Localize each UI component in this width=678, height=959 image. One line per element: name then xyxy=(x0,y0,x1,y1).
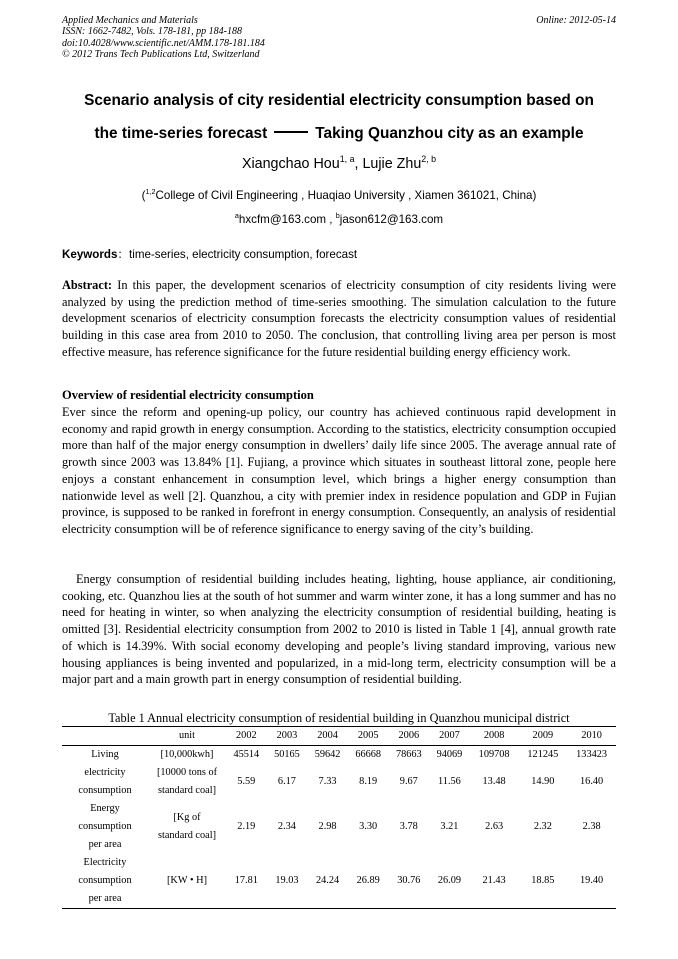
unit-line: standard coal] xyxy=(157,830,217,841)
email-b-sup: b xyxy=(335,211,340,221)
year-cell: 2004 xyxy=(307,727,348,746)
abstract-paragraph xyxy=(62,277,616,361)
abstract-label: Abstract: xyxy=(62,278,113,292)
title-part-a: the time-series forecast xyxy=(94,125,268,142)
value-cell: 17.81 xyxy=(234,875,258,886)
consumption-table xyxy=(62,726,616,909)
keywords-separator: ： xyxy=(117,248,130,261)
year-cell: 2007 xyxy=(429,727,470,746)
unit-line: [Kg of xyxy=(173,812,201,823)
label-line: consumption xyxy=(78,785,132,796)
label-line: Electricity xyxy=(83,857,127,868)
label-line: per area xyxy=(88,893,122,904)
row-label-electricity xyxy=(62,854,148,909)
author-1-name: Xiangchao Hou xyxy=(241,156,340,172)
label-line: electricity xyxy=(84,767,126,778)
value-cell: 9.67 xyxy=(399,776,418,787)
affiliation-sup: 1,2 xyxy=(145,187,156,197)
table-row-electricity-per-area xyxy=(62,854,616,909)
year-cell: 2008 xyxy=(470,727,519,746)
label-line: Living xyxy=(91,749,119,760)
value-cell: 2.32 xyxy=(533,821,552,832)
value-cell: 6.17 xyxy=(277,776,296,787)
body-paragraph-1: Ever since the reform and opening-up policy, our country has achieved continuous rapid development in economy and rapid growth in energy consumption. According to the statistics, electricity consumption occupied more than half of the major energy consumption in dwellers’ daily life since 2005. The average annual rate of growth since 2003 was 13.84% [1]. Fujiang, a province which situates in southeast littoral zone, people here enjoys a constant enhancement in consumption level, which brings a higher energy consumption than nationwide level as well [2]. Quanzhou, a city with premier index in residence population and GDP in Fujian province, is supposed to be ranked in forefront in energy consumption. Consequently, an analysis of residential electricity consumption will be of reference significance to energy saving of the city’s building. xyxy=(62,405,616,536)
keywords-line xyxy=(62,246,357,262)
value-cell: 78663 xyxy=(395,749,422,760)
paper-title-line-2 xyxy=(62,125,616,143)
value-cell: 94069 xyxy=(436,749,463,760)
value-cell: 2.34 xyxy=(277,821,296,832)
affiliation-open-paren: ( xyxy=(141,189,146,202)
unit-cell xyxy=(148,800,226,854)
value-cell: 5.59 xyxy=(237,776,256,787)
value-cell: 3.30 xyxy=(359,821,378,832)
unit-cell xyxy=(148,764,226,800)
table-header-row xyxy=(62,727,616,746)
label-line: Energy xyxy=(90,803,120,814)
email-b[interactable]: jason612@163.com xyxy=(339,213,444,226)
value-cell: 121245 xyxy=(527,749,559,760)
value-cell: 109708 xyxy=(478,749,510,760)
year-cell: 2009 xyxy=(518,727,567,746)
unit-cell: [10,000kwh] xyxy=(160,749,214,760)
email-line xyxy=(62,213,616,226)
row-label-energy xyxy=(62,800,148,854)
table-row-living-kwh xyxy=(62,746,616,765)
doi-line[interactable]: doi:10.4028/www.scientific.net/AMM.178-181.184 xyxy=(62,37,265,49)
year-cell: 2010 xyxy=(567,727,616,746)
value-cell: 16.40 xyxy=(580,776,604,787)
value-cell: 2.63 xyxy=(485,821,504,832)
author-line xyxy=(62,156,616,172)
value-cell: 66668 xyxy=(355,749,382,760)
affiliation-text: College of Civil Engineering , Huaqiao University , Xiamen 361021, China) xyxy=(155,189,537,202)
copyright-line: © 2012 Trans Tech Publications Ltd, Switzerland xyxy=(62,48,260,60)
issn-line: ISSN: 1662-7482, Vols. 178-181, pp 184-188 xyxy=(62,26,242,38)
value-cell: 133423 xyxy=(576,749,608,760)
title-dash xyxy=(274,131,308,133)
author-separator: , xyxy=(354,156,363,172)
value-cell: 14.90 xyxy=(531,776,555,787)
email-a-sup: a xyxy=(234,211,239,221)
unit-line: [10000 tons of xyxy=(156,767,218,778)
author-2-name: Lujie Zhu xyxy=(362,156,422,172)
value-cell: 13.48 xyxy=(482,776,506,787)
unit-line: standard coal] xyxy=(157,785,217,796)
value-cell: 50165 xyxy=(274,749,300,760)
table-header-blank xyxy=(62,727,148,746)
value-cell: 26.09 xyxy=(437,875,462,886)
section-heading: Overview of residential electricity consumption xyxy=(62,388,314,402)
table-caption: Table 1 Annual electricity consumption of residential building in Quanzhou municipal district xyxy=(108,711,570,725)
author-1-sup: 1, a xyxy=(339,154,355,165)
table-header-unit: unit xyxy=(148,727,226,746)
value-cell: 18.85 xyxy=(531,875,555,886)
author-2-sup: 2, b xyxy=(421,154,437,165)
value-cell: 2.19 xyxy=(237,821,256,832)
abstract-text: In this paper, the development scenarios of electricity consumption of city residents living were analyzed by using the prediction method of time-series smoothing. The simulation calculation to the future development scenarios of electricity consumption forecasts the electricity consumption values of residential building in this case area from 2010 to 2050. The conclusion, that controlling living area per person is most effective measure, has reference significance for the future residential building energy efficiency work. xyxy=(62,278,616,359)
value-cell: 24.24 xyxy=(315,875,340,886)
label-line: per area xyxy=(88,839,122,850)
email-a[interactable]: hxcfm@163.com , xyxy=(238,213,333,226)
value-cell: 3.21 xyxy=(440,821,459,832)
table-row-energy-per-area xyxy=(62,800,616,854)
unit-cell: [KW • H] xyxy=(166,875,208,886)
row-label-living xyxy=(62,746,148,801)
year-cell: 2005 xyxy=(348,727,389,746)
title-part-b: Taking Quanzhou city as an example xyxy=(315,125,584,142)
value-cell: 45514 xyxy=(233,749,260,760)
body-paragraph-2: Energy consumption of residential building includes heating, lighting, house appliance, air conditioning, cooking, etc. Quanzhou lies at the south of hot summer and warm winter zone, it has a long summer and has no need for heating in winter, so when analyzing the electricity consumption of residential building, heating is omitted [3]. Residential electricity consumption from 2002 to 2010 is listed in Table 1 [4], annual growth rate of which is 14.39%. With social economy developing and people’s living standard improving, various new housing appliances is being invented and popularized, in a mid-long term, electricity consumption will be a major part and a main growth part in energy consumption of residential building. xyxy=(62,572,616,687)
value-cell: 2.98 xyxy=(318,821,337,832)
year-cell: 2006 xyxy=(389,727,430,746)
affiliation-line xyxy=(62,189,616,202)
value-cell: 21.43 xyxy=(482,875,506,886)
value-cell: 59642 xyxy=(314,749,341,760)
value-cell: 3.78 xyxy=(399,821,418,832)
value-cell: 30.76 xyxy=(397,875,421,886)
value-cell: 19.03 xyxy=(275,875,299,886)
value-cell: 8.19 xyxy=(359,776,378,787)
keywords-text: time-series, electricity consumption, forecast xyxy=(129,248,358,261)
year-cell: 2003 xyxy=(267,727,308,746)
publication-header xyxy=(62,15,616,60)
journal-name: Applied Mechanics and Materials xyxy=(62,15,198,26)
label-line: consumption xyxy=(78,875,132,886)
value-cell: 2.38 xyxy=(582,821,601,832)
year-cell: 2002 xyxy=(226,727,267,746)
online-date: Online: 2012-05-14 xyxy=(536,15,616,26)
value-cell: 26.89 xyxy=(356,875,380,886)
value-cell: 11.56 xyxy=(438,776,461,787)
keywords-label: Keywords xyxy=(62,248,118,261)
value-cell: 7.33 xyxy=(318,776,337,787)
label-line: consumption xyxy=(78,821,132,832)
value-cell: 19.40 xyxy=(580,875,604,886)
paper-title-line-1: Scenario analysis of city residential electricity consumption based on xyxy=(84,92,594,109)
